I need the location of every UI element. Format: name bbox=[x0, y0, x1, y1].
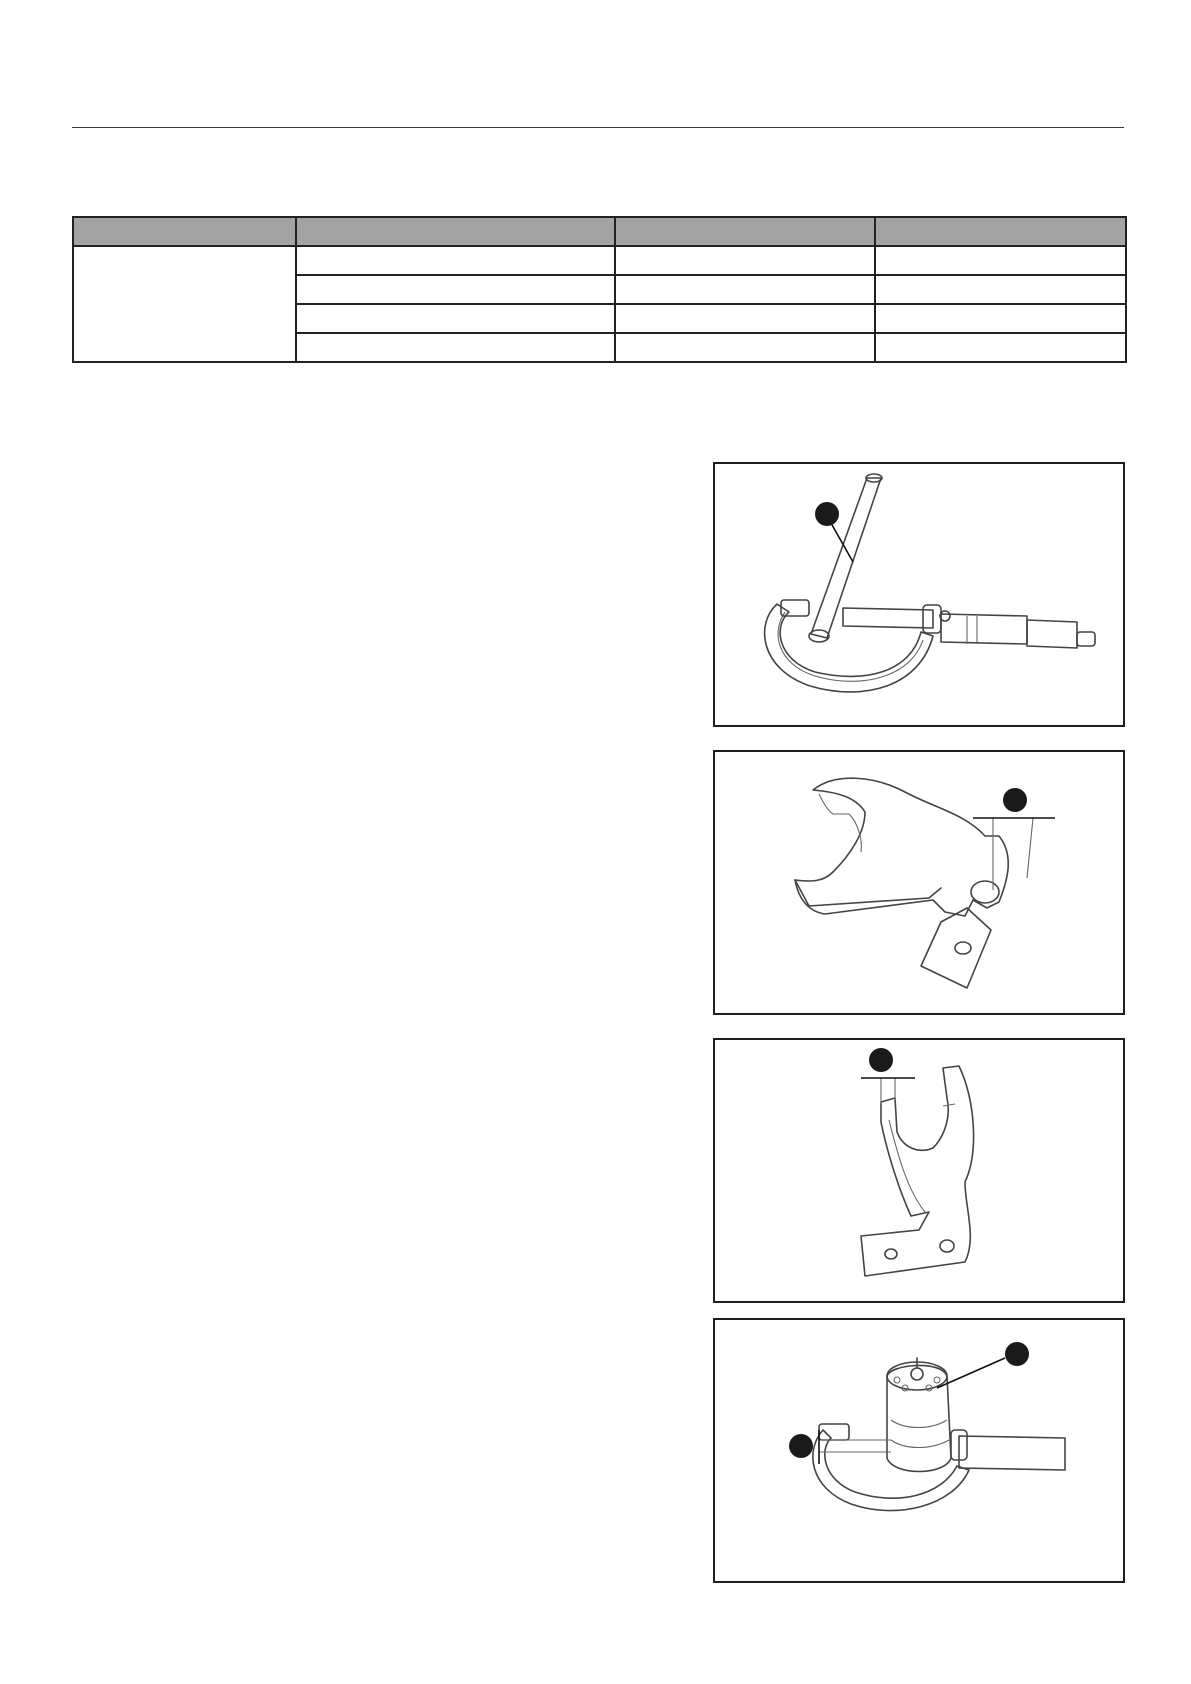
spec-cell bbox=[615, 275, 875, 304]
callout-marker bbox=[869, 1048, 893, 1072]
spec-table-header-row bbox=[73, 217, 1126, 246]
spec-cell bbox=[296, 246, 615, 275]
spec-table bbox=[72, 216, 1127, 363]
spec-cell bbox=[296, 304, 615, 333]
header-rule bbox=[72, 127, 1124, 128]
spec-header-cell bbox=[73, 217, 296, 246]
spec-cell bbox=[296, 333, 615, 362]
micrometer-pin-illustration bbox=[715, 464, 1123, 725]
micrometer-drum-illustration bbox=[715, 1320, 1123, 1581]
spec-header-cell bbox=[296, 217, 615, 246]
figure-micrometer-pin bbox=[713, 462, 1125, 727]
figure-micrometer-drum bbox=[713, 1318, 1125, 1583]
spec-cell bbox=[615, 304, 875, 333]
table-row bbox=[73, 246, 1126, 275]
callout-marker bbox=[1005, 1342, 1029, 1366]
spec-cell bbox=[615, 333, 875, 362]
figure-shift-fork-pin bbox=[713, 750, 1125, 1015]
spec-cell bbox=[296, 275, 615, 304]
spec-cell bbox=[615, 246, 875, 275]
spec-header-cell bbox=[875, 217, 1126, 246]
figure-shift-fork-claw bbox=[713, 1038, 1125, 1303]
spec-cell bbox=[875, 333, 1126, 362]
callout-marker bbox=[815, 502, 839, 526]
spec-cell bbox=[875, 275, 1126, 304]
spec-item-cell bbox=[73, 246, 296, 362]
callout-marker bbox=[789, 1434, 813, 1458]
shift-fork-pin-illustration bbox=[715, 752, 1123, 1013]
spec-cell bbox=[875, 304, 1126, 333]
shift-fork-claw-illustration bbox=[715, 1040, 1123, 1301]
spec-cell bbox=[875, 246, 1126, 275]
spec-header-cell bbox=[615, 217, 875, 246]
callout-marker bbox=[1003, 788, 1027, 812]
